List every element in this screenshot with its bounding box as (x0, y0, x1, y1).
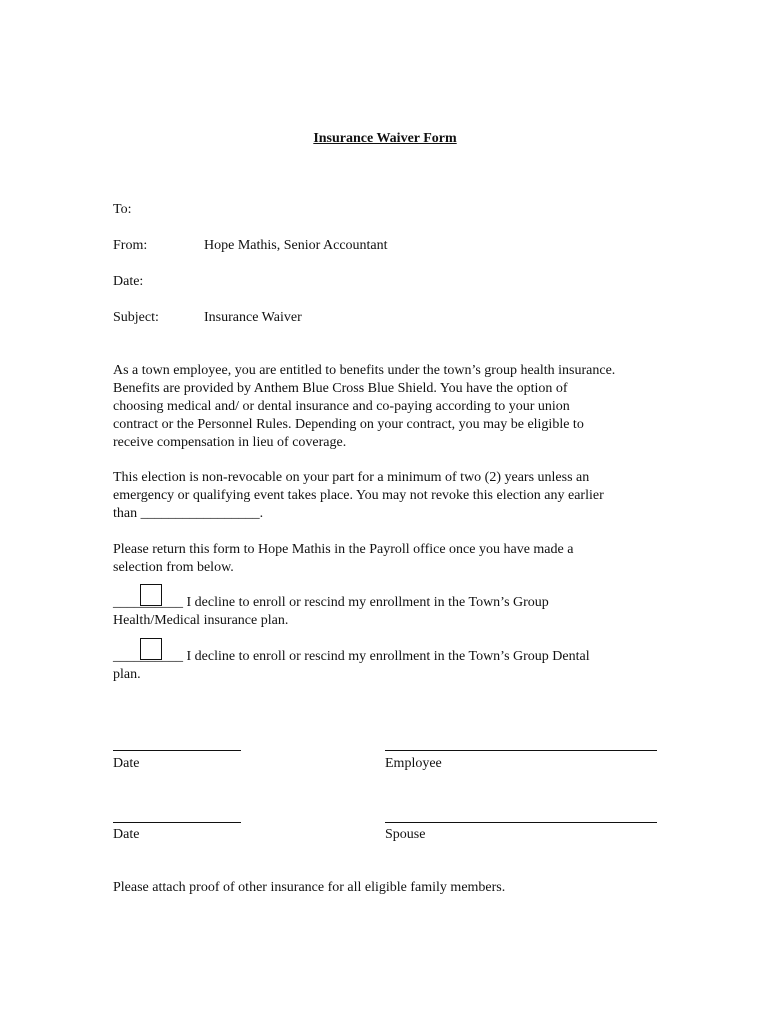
dental-decline-option (113, 648, 673, 684)
spouse-signature-label: Spouse (385, 827, 426, 842)
paragraph-line: choosing medical and/ or dental insurance and co-paying according to your union (113, 399, 570, 414)
paragraph-line: emergency or qualifying event takes place. You may not revoke this election any earlier (113, 488, 604, 503)
paragraph-line: contract or the Personnel Rules. Depending on your contract, you may be eligible to (113, 417, 584, 432)
paragraph-line: This election is non-revocable on your part for a minimum of two (2) years unless an (113, 470, 590, 485)
benefits-paragraph (113, 362, 673, 452)
spouse-signature-line[interactable] (385, 822, 657, 823)
dental-decline-text: I decline to enroll or rescind my enrollment in the Town’s Group Dental (183, 649, 590, 664)
option-blank: __________ (113, 595, 183, 610)
spouse-date-label: Date (113, 827, 140, 842)
medical-decline-option (113, 594, 673, 630)
paragraph-line: receive compensation in lieu of coverage. (113, 435, 347, 450)
paragraph-line: selection from below. (113, 560, 234, 575)
from-label: From: (113, 238, 148, 253)
medical-decline-text-continued: Health/Medical insurance plan. (113, 613, 289, 628)
dental-decline-text-continued: plan. (113, 667, 141, 682)
paragraph-line: Please return this form to Hope Mathis in the Payroll office once you have made a (113, 542, 574, 557)
paragraph-line: As a town employee, you are entitled to benefits under the town’s group health insurance. (113, 363, 616, 378)
employee-signature-label: Employee (385, 756, 442, 771)
footer-note: Please attach proof of other insurance for all eligible family members. (113, 880, 506, 895)
medical-decline-text: I decline to enroll or rescind my enrollment in the Town’s Group (183, 595, 549, 610)
subject-value: Insurance Waiver (204, 310, 302, 325)
paragraph-line: Benefits are provided by Anthem Blue Cross Blue Shield. You have the option of (113, 381, 568, 396)
subject-label: Subject: (113, 310, 159, 325)
form-title: Insurance Waiver Form (313, 131, 457, 146)
election-paragraph (113, 469, 673, 523)
option-blank: __________ (113, 649, 183, 664)
to-label: To: (113, 202, 132, 217)
date-signature-label: Date (113, 756, 140, 771)
employee-signature-line[interactable] (385, 750, 657, 751)
spouse-date-signature-line[interactable] (113, 822, 241, 823)
date-signature-line[interactable] (113, 750, 241, 751)
return-instructions-paragraph (113, 541, 673, 577)
date-label: Date: (113, 274, 144, 289)
from-value: Hope Mathis, Senior Accountant (204, 238, 388, 253)
paragraph-line: than _________________. (113, 506, 264, 521)
